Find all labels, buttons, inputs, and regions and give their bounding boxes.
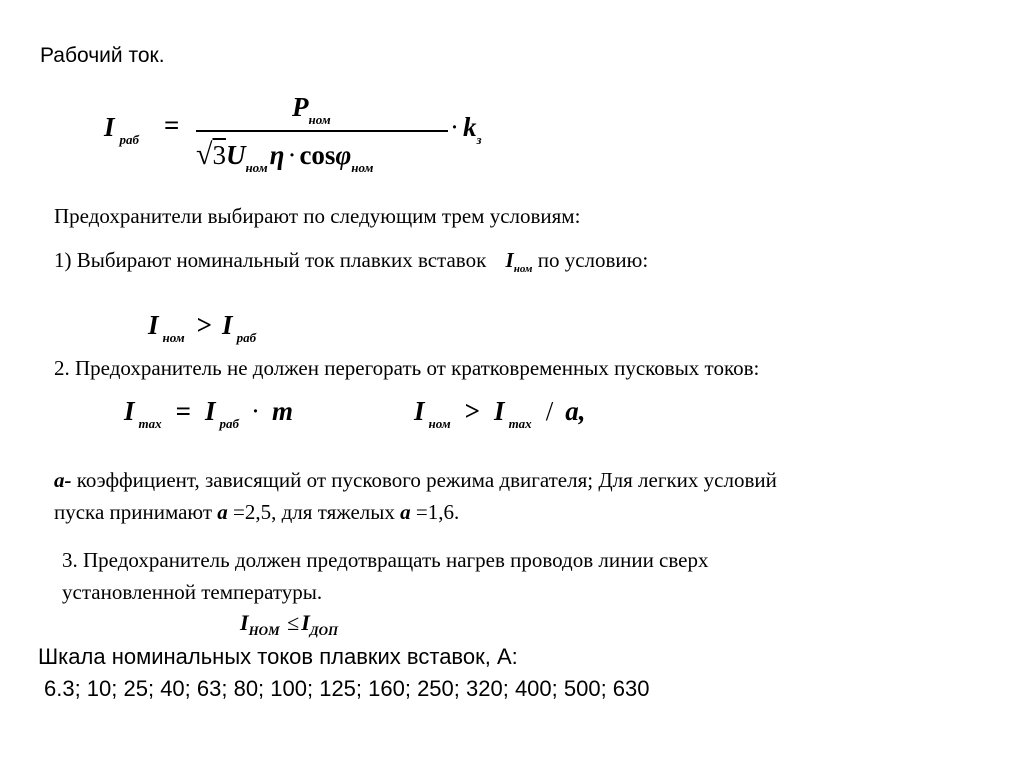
scale-title: Шкала номинальных токов плавких вставок, А:: [38, 644, 518, 669]
note-a2: a: [217, 500, 228, 524]
condition-1-text: 1) Выбирают номинальный ток плавких вставок: [54, 248, 487, 272]
heading: Рабочий ток.: [40, 44, 165, 67]
note-line-1: [54, 468, 777, 493]
numerator-symbol: P: [292, 92, 309, 122]
condition-1-symbol: I: [505, 248, 514, 272]
den-eta: η: [269, 140, 285, 170]
condition-3-line-1: 3. Предохранитель должен предотвращать нагрев проводов линии сверх: [62, 548, 709, 572]
condition-3-line-2: установленной температуры.: [62, 580, 323, 604]
f1-a-subscript: ном: [162, 330, 185, 345]
condition-2: 2. Предохранитель не должен перегорать от кратковременных пусковых токов:: [54, 356, 760, 380]
f1-b: I: [222, 310, 233, 340]
f2-eq: =: [175, 396, 192, 426]
den-phi: φ: [335, 140, 352, 170]
sqrt-three: 3: [212, 140, 226, 170]
f3-op: ≤: [287, 610, 300, 635]
f1-op: >: [196, 310, 213, 340]
formula-1: [148, 310, 257, 345]
note-a1: a-: [54, 468, 72, 492]
k-symbol: k: [463, 112, 477, 142]
note-t2: пуска принимают: [54, 500, 218, 524]
denominator: [196, 138, 374, 175]
f3-b: I: [301, 610, 310, 635]
f3-a: I: [240, 610, 249, 635]
sqrt-icon: √: [196, 138, 213, 171]
condition-1-subscript: ном: [513, 263, 533, 275]
f3-a-subscript: НОМ: [248, 623, 280, 638]
k-subscript: з: [476, 132, 482, 147]
den-u-subscript: ном: [245, 160, 268, 175]
note-t3: =2,5, для тяжелых: [227, 500, 401, 524]
f2-d-subscript: max: [508, 416, 532, 431]
fraction-bar: [196, 130, 448, 132]
condition-1: [54, 248, 648, 273]
den-cos: cos: [299, 140, 336, 170]
intro-text: Предохранители выбирают по следующим трем условиям:: [54, 204, 581, 228]
f2-slash: /: [545, 396, 554, 426]
note-a3: a: [400, 500, 411, 524]
f2-comma: ,: [578, 396, 586, 426]
f1-a: I: [148, 310, 159, 340]
note-t4: =1,6.: [410, 500, 460, 524]
scale-values: 6.3; 10; 25; 40; 63; 80; 100; 125; 160; 250; 320; 400; 500; 630: [44, 676, 650, 701]
den-u: U: [225, 140, 246, 170]
numerator-subscript: ном: [308, 112, 331, 127]
f2-b: I: [205, 396, 216, 426]
equals-sign: =: [164, 110, 180, 140]
f2-a: I: [124, 396, 135, 426]
mult-dot: ·: [450, 112, 459, 142]
formula-3: [240, 610, 338, 636]
f3-b-subscript: ДОП: [309, 623, 339, 638]
f2-c: I: [414, 396, 425, 426]
lhs-symbol: I: [104, 112, 115, 142]
formula-2b: [414, 396, 586, 431]
note-t1: коэффициент, зависящий от пускового режима двигателя; Для легких условий: [71, 468, 777, 492]
f2-m: m: [272, 396, 294, 426]
f2-gt: >: [464, 396, 481, 426]
lhs-subscript: раб: [119, 132, 140, 147]
den-dot: ·: [287, 140, 297, 170]
f2-a-coef: a: [565, 396, 579, 426]
f2-d: I: [494, 396, 505, 426]
formula-2: [124, 396, 294, 431]
f2-a-subscript: max: [138, 416, 162, 431]
f2-b-subscript: раб: [219, 416, 240, 431]
condition-1-tail: по условию:: [537, 248, 649, 272]
den-phi-subscript: ном: [351, 160, 374, 175]
f1-b-subscript: раб: [236, 330, 257, 345]
note-line-2: [54, 500, 459, 525]
f2-c-subscript: ном: [428, 416, 451, 431]
f2-dot: ·: [251, 396, 261, 426]
